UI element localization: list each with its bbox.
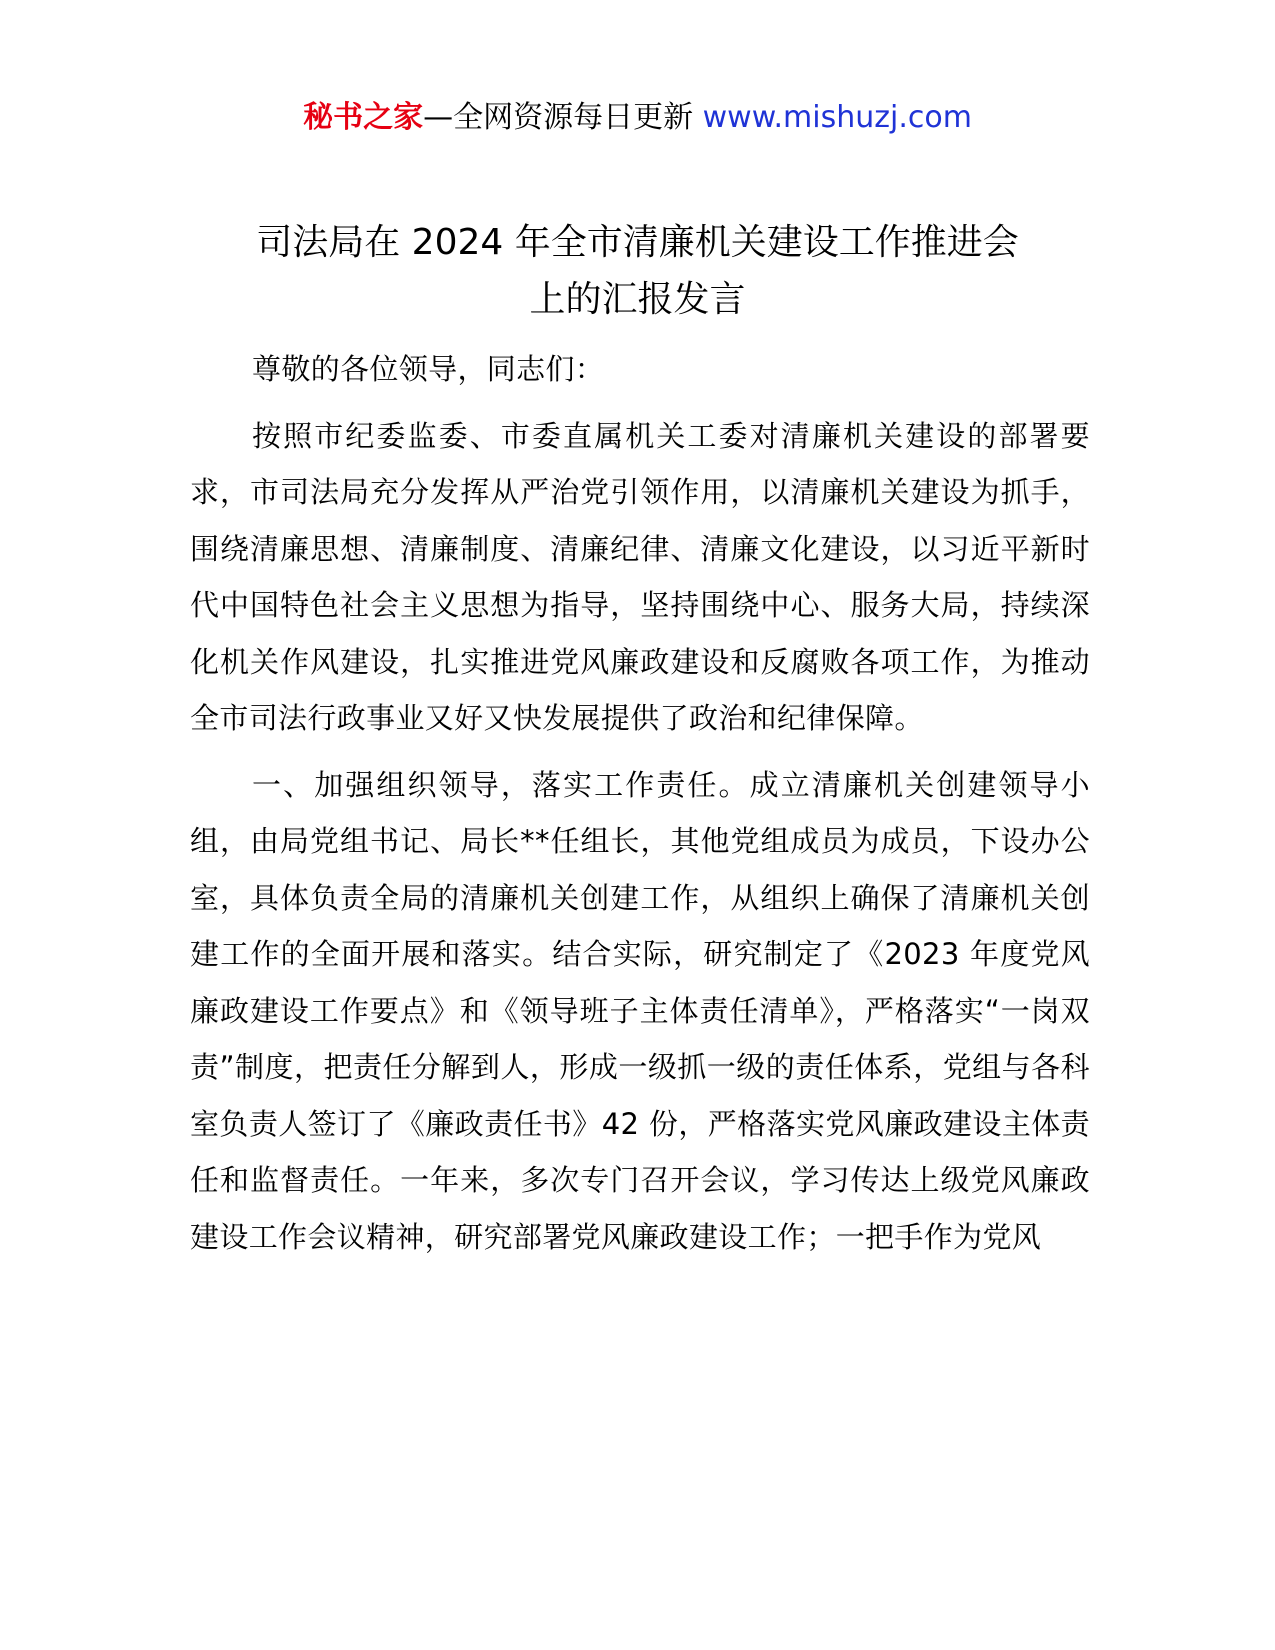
document-title bbox=[150, 214, 1125, 328]
paragraph-section-one: 一、加强组织领导，落实工作责任。成立清廉机关创建领导小组，由局党组书记、局长**任组长，其他党组成员为成员，下设办公室，具体负责全局的清廉机关创建工作，从组织上确保了清廉机关创建工作的全面开展和落实。结合实际，研究制定了《2023 年度党风廉政建设工作要点》和《领导班子主体责任清单》，严格落实“一岗双责”制度，把责任分解到人，形成一级抓一级的责任体系，党组与各科室负责人签订了《廉政责任书》42 份，严格落实党风廉政建设主体责任和监督责任。一年来，多次专门召开会议，学习传达上级党风廉政建设工作会议精神，研究部署党风廉政建设工作；一把手作为党风 bbox=[190, 767, 1090, 1254]
paragraph-intro: 按照市纪委监委、市委直属机关工委对清廉机关建设的部署要求，市司法局充分发挥从严治党引领作用，以清廉机关建设为抓手，围绕清廉思想、清廉制度、清廉纪律、清廉文化建设，以习近平新时代中国特色社会主义思想为指导，坚持围绕中心、服务大局，持续深化机关作风建设，扎实推进党风廉政建设和反腐败各项工作，为推动全市司法行政事业又好又快发展提供了政治和纪律保障。 bbox=[190, 418, 1090, 735]
document-title-line-1: 司法局在 2024 年全市清廉机关建设工作推进会 bbox=[256, 222, 1019, 263]
site-tagline: —全网资源每日更新 bbox=[423, 100, 703, 135]
site-brand: 秘书之家 bbox=[303, 100, 424, 135]
site-url-link[interactable]: www.mishuzj.com bbox=[702, 100, 972, 135]
salutation: 尊敬的各位领导，同志们： bbox=[252, 352, 605, 386]
document-title-line-2: 上的汇报发言 bbox=[529, 279, 746, 320]
site-header bbox=[0, 92, 1275, 144]
document-body bbox=[190, 341, 1090, 1265]
